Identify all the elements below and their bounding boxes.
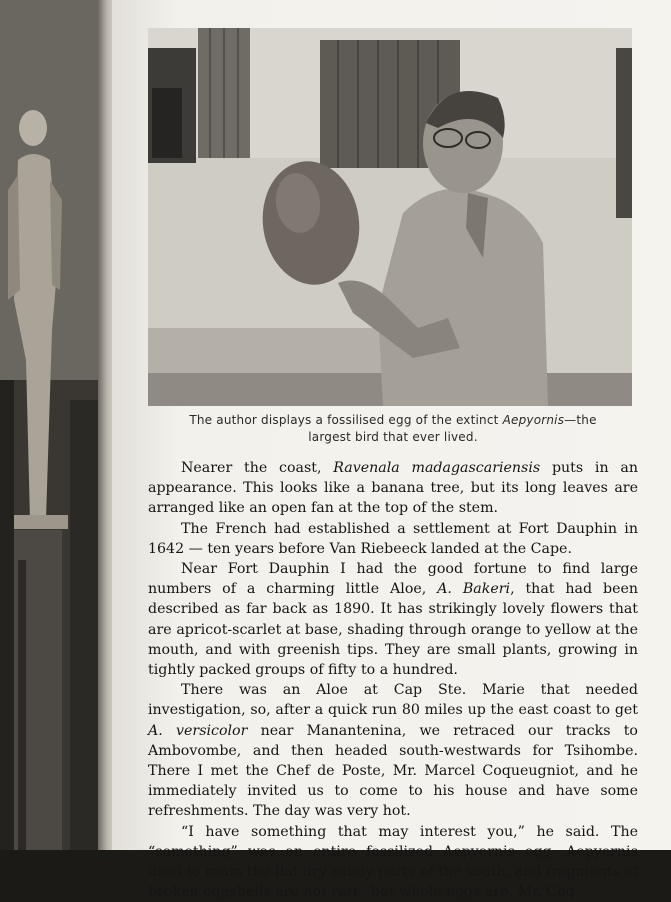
paragraph-5: “I have something that may interest you,” he said. The “something” was an entire fossilized Aepyornis egg. Aepyornis used to roam the flat dry sandy parts of the south, and fragments of broken eggshells are not rare, but whole eggs are. Mr. Coq	[148, 823, 638, 901]
paragraph-2: The French had established a settlement at Fort Dauphin in 1642 — ten years before Van Riebeeck landed at the Cape.	[148, 520, 638, 557]
paragraph-3	[148, 559, 638, 680]
caption-species: Aepyornis	[502, 413, 565, 427]
paragraph-4	[148, 680, 638, 821]
p4-species: A. versicolor	[148, 722, 248, 739]
p3-text-a: Near Fort Dauphin I had the good fortune to find large numbers of a charming little Aloe,	[148, 561, 638, 598]
p4-text-b: near Manantenina, we retraced our tracks to Ambovombe, and then headed south-westwards for Tsihombe. There I met the Chef de Poste, Mr. Marcel Coqueugniot, and he immediately invited us to come to his house and have some refreshments. The day was very hot.	[148, 722, 638, 820]
photo-caption	[148, 412, 638, 446]
paragraph-1	[148, 458, 638, 519]
egg-photo	[148, 28, 632, 406]
p4-text-a: There was an Aloe at Cap Ste. Marie that needed investigation, so, after a quick run 80 miles up the east coast to get	[148, 682, 638, 719]
body-text	[148, 458, 638, 902]
p1-text-b: puts in an appearance. This looks like a banana tree, but its long leaves are arranged like an open fan at the top of the stem.	[148, 460, 638, 517]
caption-line-1	[148, 412, 638, 429]
p3-species: A. Bakeri	[437, 581, 511, 598]
caption-text-end: —the	[564, 413, 597, 427]
carved-figure-photo	[0, 0, 100, 850]
p3-text-b: , that had been described as far back as 1890. It has strikingly lovely flowers that are apricot-scarlet at base, shading through orange to yellow at the mouth, and with greenish tips. They are small plants, growing in tightly packed groups of fifty to a hundred.	[148, 581, 638, 679]
caption-line-2: largest bird that ever lived.	[308, 430, 478, 444]
p1-text-a: Nearer the coast,	[181, 460, 334, 476]
facing-page	[0, 0, 100, 850]
caption-text: The author displays a fossilised egg of the extinct	[189, 413, 503, 427]
egg-photo-image	[148, 28, 632, 406]
p1-species: Ravenala madagascariensis	[333, 460, 541, 476]
